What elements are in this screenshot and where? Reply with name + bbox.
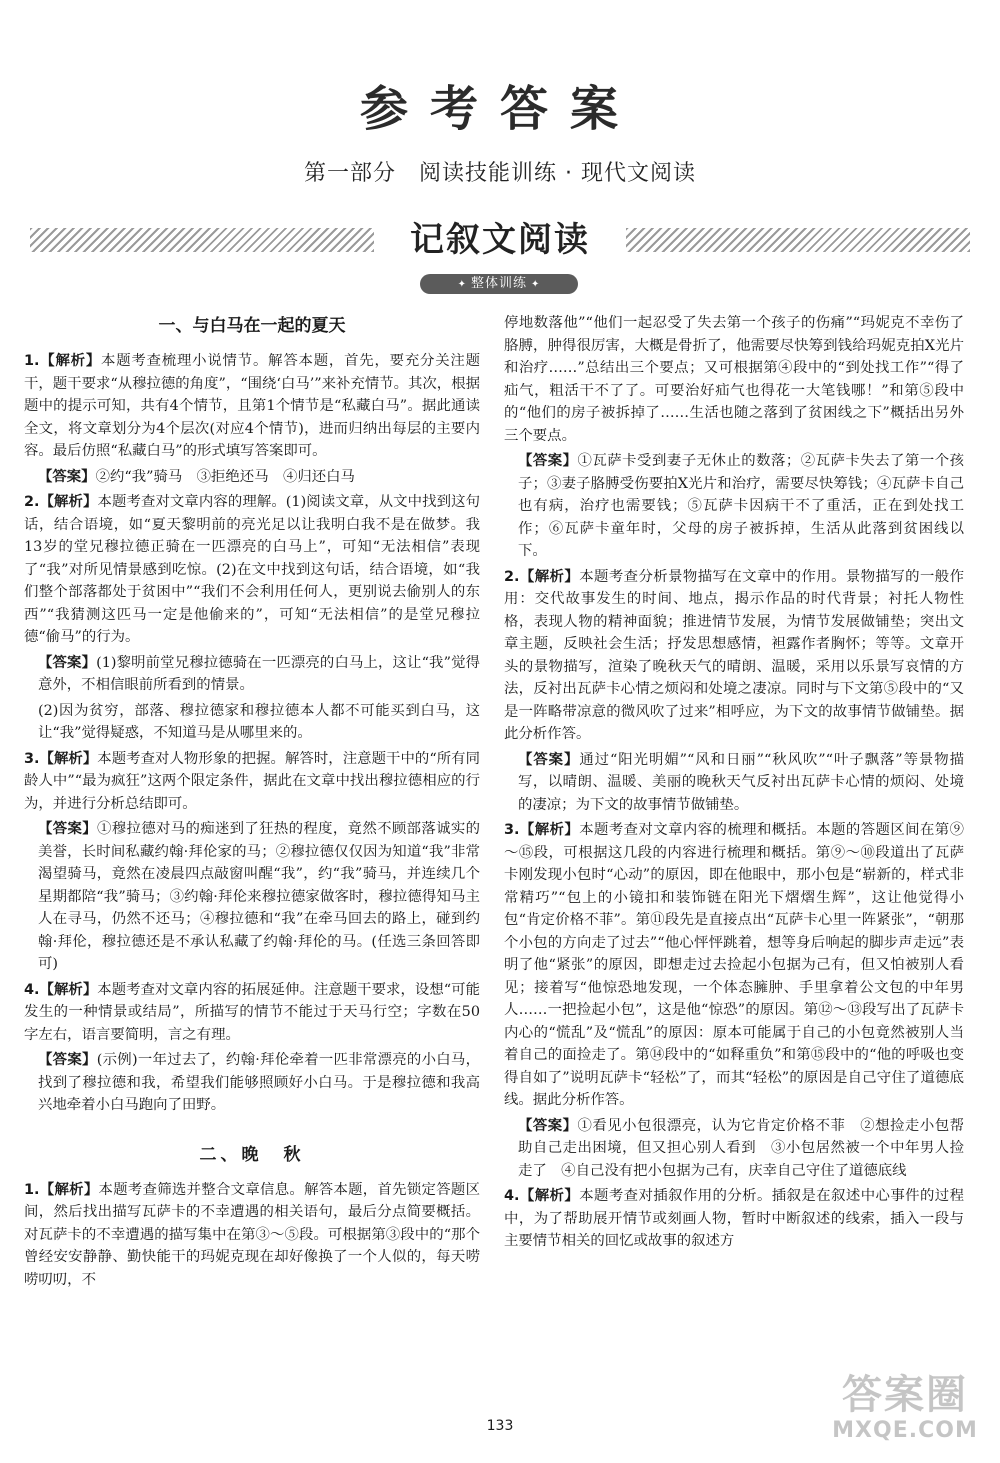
- analysis-tag: 【解析】: [519, 822, 580, 838]
- training-badge: [420, 274, 578, 294]
- q1-answer: [24, 466, 480, 489]
- q1-analysis-text: 本题考查梳理小说情节。解答本题，首先，要充分关注题干，题干要求“从穆拉德的角度”，“围绕‘白马’”来补充情节。其次，根据题中的提示可知，共有4个情节，且第1个情节是“私藏白马”。据此通读全文，将文章划分为4个层次(对应4个情节)，进而归纳出每层的主要内容。最后仿照“私藏白马”的形式填写答案即可。: [24, 353, 480, 459]
- answer-tag: 【答案】: [38, 1052, 97, 1068]
- q1-answer-text: ②约“我”骑马 ③拒绝还马 ④归还白马: [95, 468, 355, 485]
- analysis-tag: 【解析】: [519, 568, 580, 585]
- q1-analysis: [24, 350, 480, 463]
- right-column: [504, 312, 964, 1256]
- q4-analysis-text: 本题考查对文章内容的拓展延伸。注意题干要求，设想“可能发生的一种情景或结局”，所描写的情节不能过于天马行空；字数在50字左右，语言要简明，言之有理。: [24, 981, 480, 1043]
- s2-q4-analysis-text: 本题考查对插叙作用的分析。插叙是在叙述中心事件的过程中，为了帮助展开情节或刻画人物，暂时中断叙述的线索，插入一段与主要情节相关的回忆或故事的叙述方: [504, 1188, 964, 1249]
- s2-q1-answer-text: ①瓦萨卡受到妻子无休止的数落；②瓦萨卡失去了第一个孩子；③妻子胳膊受伤要拍X光片和治疗，需要尽快筹钱；④瓦萨卡自己也有病，治疗也需要钱；⑤瓦萨卡因病干不了重活，正在到处找工作；⑥瓦萨卡童年时，父母的房子被拆掉，生活从此落到贫困线以下。: [518, 453, 964, 559]
- section-title-2: 二、晚 秋: [199, 1144, 305, 1165]
- q2-analysis: [24, 491, 480, 649]
- q2-answer-2: [24, 700, 480, 745]
- q2-answer-2-text: (2)因为贫穷，部落、穆拉德家和穆拉德本人都不可能买到白马，这让“我”觉得疑惑，不知道马是从哪里来的。: [38, 702, 480, 741]
- q3-analysis: [24, 748, 480, 816]
- q-number: 4.: [504, 1188, 520, 1204]
- s2-q3-answer: [504, 1115, 964, 1183]
- sparkle-icon: ✦: [457, 279, 467, 290]
- sparkle-icon: ✦: [531, 279, 541, 290]
- s2-q3-analysis-text: 本题考查对文章内容的梳理和概括。本题的答题区间在第⑨～⑮段，可根据这几段的内容进行梳理和概括。第⑨～⑩段道出了瓦萨卡刚发现小包时“心动”的原因，即在他眼中，那小包是“崭新的，样式非常精巧”“包上的小镜扣和装饰链在阳光下熠熠生辉”，这让他觉得小包“肯定价格不菲”。第⑪段先是直接点出“瓦萨卡心里一阵紧张”，“朝那个小包的方向走了过去”“他心怦怦跳着，想等身后响起的脚步声走远”表明了他“紧张”的原因，即想走过去捡起小包据为己有，但又怕被别人看见；接着写“他惊恐地发现，一个体态臃肿、手里拿着公文包的中年男人……一把捡起小包”，这是他“惊恐”的原因。第⑫～⑬段写出了瓦萨卡内心的“慌乱”及“慌乱”的原因：原本可能属于自己的小包竟然被别人当着自己的面捡走了。第⑭段中的“如释重负”和第⑮段中的“他的呼吸也变得自如了”说明瓦萨卡“轻松”了，而其“轻松”的原因是自己守住了道德底线。据此分析作答。: [504, 822, 964, 1108]
- page-title: 参考答案: [359, 81, 640, 137]
- answer-tag: 【答案】: [518, 751, 580, 768]
- q-number: 2.: [24, 494, 40, 510]
- s2-q2-answer-text: 通过“阳光明媚”“风和日丽”“秋风吹”“叶子飘落”等景物描写，以晴朗、温暖、美丽的晚秋天气反衬出瓦萨卡心情的烦闷、处境的凄凉；为下文的故事情节做铺垫。: [518, 751, 964, 813]
- answer-tag: 【答案】: [38, 654, 97, 671]
- banner-stripes-left: [30, 228, 374, 252]
- q-number: 2.: [504, 568, 520, 585]
- q-number: 4.: [24, 981, 40, 998]
- s2-q4-analysis: [504, 1185, 964, 1253]
- q3-answer: [24, 818, 480, 976]
- page-number: 133: [486, 1418, 514, 1434]
- part-subtitle: 第一部分 阅读技能训练 · 现代文阅读: [304, 161, 696, 186]
- s2-q1-analysis: [24, 1179, 480, 1292]
- watermark-logo: [820, 1372, 990, 1452]
- s2-q2-analysis-text: 本题考查分析景物描写在文章中的作用。景物描写的一般作用：交代故事发生的时间、地点，揭示作品的时代背景；衬托人物性格，表现人物的精神面貌；推进情节发展，为情节发展做铺垫；突出文章主题，反映社会生活；抒发思想感情，袒露作者胸怀；等等。文章开头的景物描写，渲染了晚秋天气的晴朗、温暖，采用以乐景写哀情的方法，反衬出瓦萨卡心情之烦闷和处境之凄凉。同时与下文第⑤段中的“又是一阵略带凉意的微风吹了过来”相呼应，为下文的故事情节做铺垫。据此分析作答。: [504, 568, 964, 742]
- s2-q3-answer-text: ①看见小包很漂亮，认为它肯定价格不菲 ②想捡走小包帮助自己走出困境，但又担心别人看到 ③小包居然被一个中年男人捡走了 ④自己没有把小包据为己有，庆幸自己守住了道德底线: [518, 1117, 964, 1179]
- s2-q1-analysis-continued: [504, 312, 964, 447]
- s2-q1-analysis-text: 本题考查筛选并整合文章信息。解答本题，首先锁定答题区间，然后找出描写瓦萨卡的不幸遭遇的相关语句，最后分点简要概括。对瓦萨卡的不幸遭遇的描写集中在第③～⑤段。可根据第③段中的“那个曾经安安静静、勤快能干的玛妮克现在却好像换了一个人似的，每天唠唠叨叨，不: [24, 1181, 480, 1288]
- q-number: 1.: [24, 353, 40, 369]
- banner-stripes-right: [626, 228, 970, 252]
- analysis-tag: 【解析】: [39, 981, 98, 998]
- s2-q2-answer: [504, 749, 964, 817]
- q-number: 3.: [504, 822, 520, 838]
- answer-tag: 【答案】: [518, 453, 578, 469]
- q4-answer-text: (示例)一年过去了，约翰·拜伦牵着一匹非常漂亮的小白马，找到了穆拉德和我，希望我们能够照顾好小白马。于是穆拉德和我高兴地牵着小白马跑向了田野。: [38, 1052, 480, 1113]
- answer-tag: 【答案】: [38, 468, 96, 485]
- q2-analysis-text: 本题考查对文章内容的理解。(1)阅读文章，从文中找到这句话，结合语境，如“夏天黎明前的亮光足以让我明白我不是在做梦。我13岁的堂兄穆拉德正骑在一匹漂亮的白马上”，可知“无法相信”表现了“我”对所见情景感到吃惊。(2)在文中找到这句话，结合语境，如“我们整个部落都处于贫困中”“我们不会利用任何人，更别说去偷别人的东西”“我猜测这匹马一定是他偷来的”，可知“无法相信”的是堂兄穆拉德“偷马”的行为。: [24, 494, 480, 645]
- analysis-tag: 【解析】: [39, 750, 98, 767]
- q3-analysis-text: 本题考查对人物形象的把握。解答时，注意题干中的“所有同龄人中”“最为疯狂”这两个限定条件，据此在文章中找出穆拉德相应的行为，并进行分析总结即可。: [24, 750, 480, 812]
- answer-tag: 【答案】: [38, 821, 97, 837]
- s2-q1-continued-text: 停地数落他”“他们一起忍受了失去第一个孩子的伤痛”“玛妮克不幸伤了胳膊，肿得很厉害，大概是骨折了，他需要尽快筹到钱给玛妮克拍X光片和治疗……”总结出三个要点；又可根据第④段中的“到处找工作”“得了疝气，粗活干不了了。可要治好疝气也得花一大笔钱哪！”和第⑤段中的“他们的房子被拆掉了……生活也随之落到了贫困线之下”概括出另外三个要点。: [504, 315, 964, 444]
- q-number: 3.: [24, 750, 40, 767]
- analysis-tag: 【解析】: [39, 1181, 99, 1198]
- answer-tag: 【答案】: [518, 1117, 578, 1134]
- s2-q2-analysis: [504, 566, 964, 746]
- section-title-1: 一、与白马在一起的夏天: [158, 316, 346, 336]
- analysis-tag: 【解析】: [519, 1188, 580, 1204]
- chapter-banner: [30, 214, 970, 266]
- q4-answer: [24, 1049, 480, 1117]
- training-badge-label: 整体训练: [470, 276, 527, 291]
- s2-q1-answer: [504, 450, 964, 563]
- watermark-en: MXQE.COM: [832, 1418, 978, 1443]
- analysis-tag: 【解析】: [39, 494, 98, 510]
- left-column: [24, 314, 480, 1294]
- s2-q3-analysis: [504, 819, 964, 1112]
- chapter-title: 记叙文阅读: [410, 220, 590, 260]
- watermark-cn: 答案圈: [842, 1372, 968, 1418]
- analysis-tag: 【解析】: [39, 353, 102, 369]
- q2-answer-1-text: (1)黎明前堂兄穆拉德骑在一匹漂亮的白马上，这让“我”觉得意外，不相信眼前所看到的情景。: [38, 654, 480, 693]
- q2-answer-1: [24, 652, 480, 697]
- q3-answer-text: ①穆拉德对马的痴迷到了狂热的程度，竟然不顾部落诚实的美誉，长时间私藏约翰·拜伦家的马；②穆拉德仅仅因为知道“我”非常渴望骑马，竟然在凌晨四点敲窗叫醒“我”，约“我”骑马，并连续几个星期都陪“我”骑马；③约翰·拜伦来穆拉德家做客时，穆拉德得知马主人在寻马，仍然不还马；④穆拉德和“我”在牵马回去的路上，碰到约翰·拜伦，穆拉德还是不承认私藏了约翰·拜伦的马。(任选三条回答即可): [38, 821, 480, 972]
- q4-analysis: [24, 979, 480, 1047]
- q-number: 1.: [24, 1181, 40, 1198]
